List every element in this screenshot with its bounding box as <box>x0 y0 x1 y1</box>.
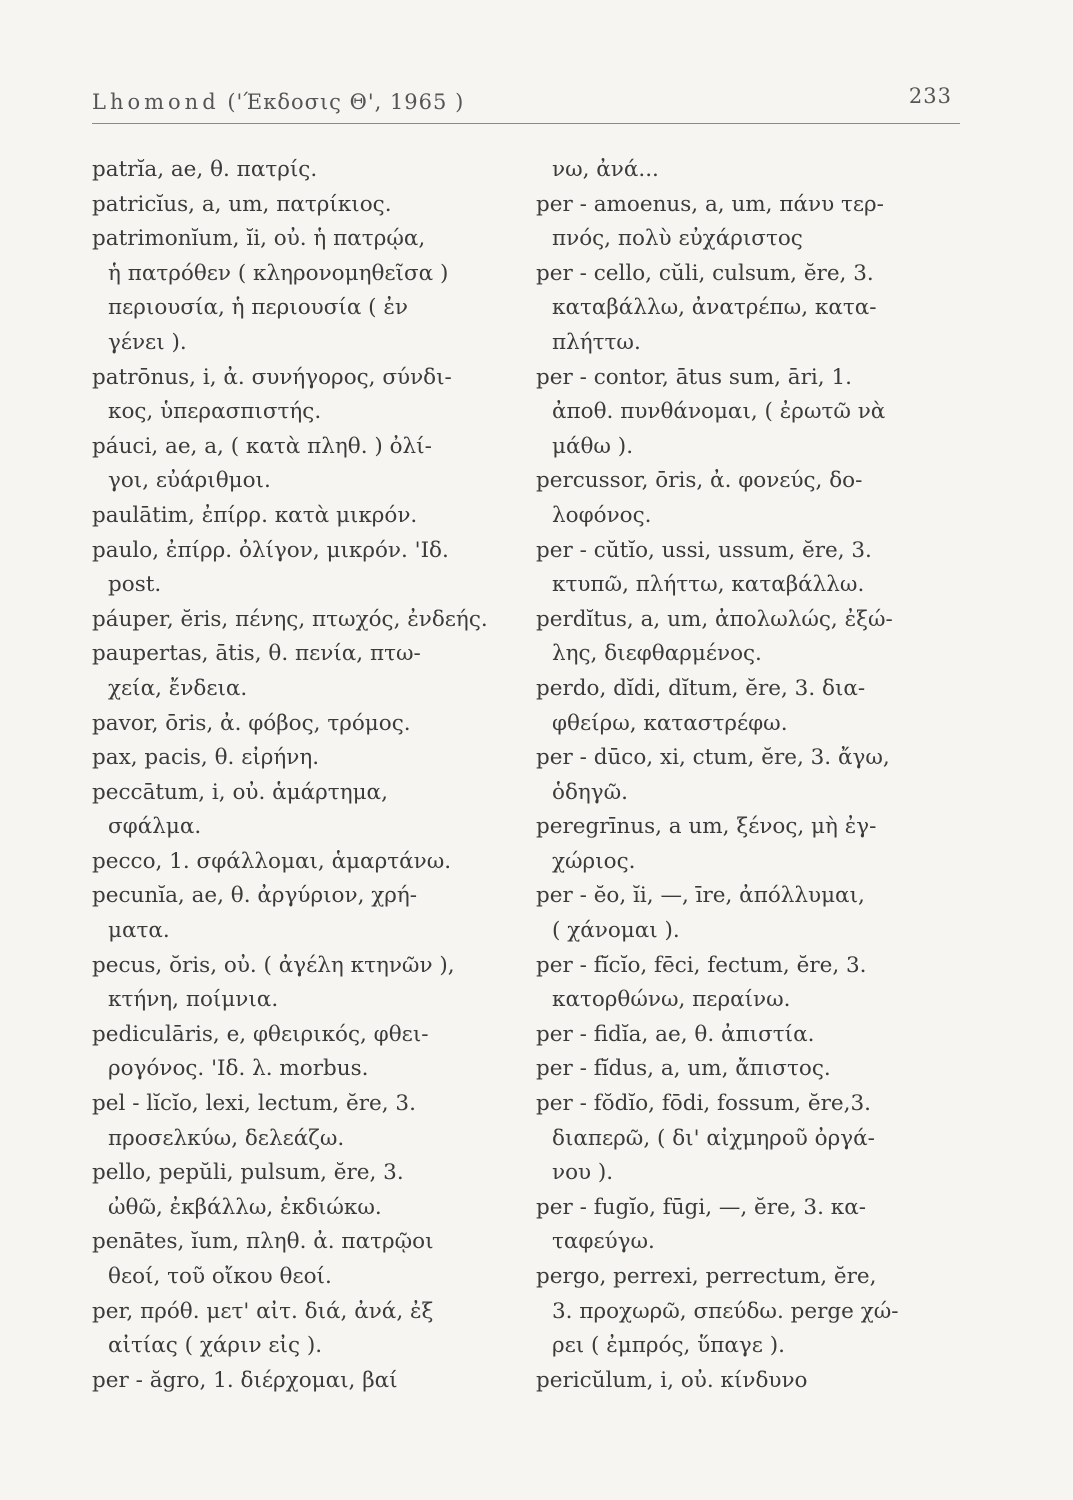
entry-line: per - fidĭa, ae, θ. ἀπιστία. <box>536 1021 815 1047</box>
entry-line: per - fĭcĭo, fēci, fectum, ĕre, 3. <box>536 952 867 978</box>
entry-line: 3. προχωρῶ, σπεύδω. perge χώ- <box>552 1298 899 1324</box>
entry-line: ρει ( ἐμπρός, ὕπαγε ). <box>552 1333 785 1359</box>
entry-line: pediculāris, e, φθειρικός, φθει- <box>92 1021 429 1047</box>
entry-line: per - amoenus, a, um, πάνυ τερ- <box>536 191 884 217</box>
entry-line: χώριος. <box>552 848 636 874</box>
entry-line: ἡ πατρόθεν ( κληρονομηθεῖσα ) <box>108 260 449 286</box>
left-column <box>92 153 510 1398</box>
entry-line: patrimonĭum, ĭi, οὐ. ἡ πατρῴα, <box>92 226 426 252</box>
entry-line: νου ). <box>552 1160 614 1186</box>
entry-line: paulo, ἐπίρρ. ὀλίγον, μικρόν. 'Ιδ. <box>92 537 449 563</box>
entry-line: páuper, ĕris, πένης, πτωχός, ἐνδεής. <box>92 606 488 632</box>
entry-line: patrĭa, ae, θ. πατρίς. <box>92 157 318 182</box>
entry-line: post. <box>108 572 162 598</box>
running-head <box>92 90 464 114</box>
header-rule <box>92 123 960 124</box>
entry-line: pericŭlum, i, οὐ. κίνδυνο <box>536 1367 808 1393</box>
entry-line: pecco, 1. σφάλλομαι, ἁμαρτάνω. <box>92 848 452 874</box>
entry-line: κτυπῶ, πλήττω, καταβάλλω. <box>552 572 865 598</box>
entry-line: γοι, εὐάριθμοι. <box>108 468 271 494</box>
entry-line: perdo, dĭdi, dĭtum, ĕre, 3. δια- <box>536 675 866 701</box>
entry-line: patrōnus, i, ἀ. συνήγορος, σύνδι- <box>92 364 452 390</box>
entry-line: σφάλμα. <box>108 814 202 840</box>
entry-line: per - contor, ātus sum, āri, 1. <box>536 364 852 390</box>
entry-line: patricĭus, a, um, πατρίκιος. <box>92 191 392 217</box>
entry-line: χεία, ἔνδεια. <box>108 675 248 701</box>
entry-line: pello, pepŭli, pulsum, ĕre, 3. <box>92 1160 404 1186</box>
entry-line: pergo, perrexi, perrectum, ĕre, <box>536 1264 877 1289</box>
entry-line: penātes, ĭum, πληθ. ἀ. πατρῷοι <box>92 1229 434 1255</box>
entry-line: διαπερῶ, ( δι' αἰχμηροῦ ὀργά- <box>552 1125 875 1151</box>
entry-line: μάθω ). <box>552 433 634 459</box>
entry-line: pecus, ŏris, οὐ. ( ἀγέλη κτηνῶν ), <box>92 952 455 978</box>
entry-line: λοφόνος. <box>552 502 652 528</box>
entry-line: πλήττω. <box>552 329 641 355</box>
entry-line: κατορθώνω, περαίνω. <box>552 987 791 1013</box>
entry-line: περιουσία, ἡ περιουσία ( ἐν <box>108 295 409 321</box>
entry-line: pax, pacis, θ. εἰρήνη. <box>92 745 320 771</box>
entry-line: κτήνη, ποίμνια. <box>108 987 279 1013</box>
entry-line: φθείρω, καταστρέφω. <box>552 710 788 736</box>
entry-line: percussor, ōris, ἀ. φονεύς, δο- <box>536 468 863 494</box>
entry-line: páuci, ae, a, ( κατὰ πληθ. ) ὀλί- <box>92 433 432 459</box>
entry-line: ταφεύγω. <box>552 1229 655 1255</box>
entry-line: ἀποθ. πυνθάνομαι, ( ἐρωτῶ νὰ <box>552 399 886 425</box>
entry-line: pel - lĭcĭo, lexi, lectum, ĕre, 3. <box>92 1091 416 1117</box>
entry-line: perdĭtus, a, um, ἀπολωλώς, ἐξώ- <box>536 606 893 632</box>
entry-line: per - ăgro, 1. διέρχομαι, βαί <box>92 1367 398 1393</box>
entry-line: θεοί, τοῦ οἴκου θεοί. <box>108 1264 332 1289</box>
entry-line: paupertas, ātis, θ. πενία, πτω- <box>92 641 421 667</box>
entry-line: per - ĕo, ĭi, —, īre, ἀπόλλυμαι, <box>536 883 865 909</box>
page-header <box>92 84 960 120</box>
edition-info: ('Έκδοσις Θ', 1965 ) <box>227 90 465 114</box>
entry-line: καταβάλλω, ἀνατρέπω, κατα- <box>552 295 877 321</box>
entry-line: νω, ἀνά... <box>552 157 659 182</box>
entry-line: pecunĭa, ae, θ. ἀργύριον, χρή- <box>92 883 418 909</box>
page-number: 233 <box>908 84 952 108</box>
entry-line: per - fĭdus, a, um, ἄπιστος. <box>536 1056 831 1082</box>
entry-line: ὠθῶ, ἐκβάλλω, ἐκδιώκω. <box>108 1194 382 1220</box>
entry-line: per - fugĭo, fūgi, —, ĕre, 3. κα- <box>536 1194 866 1220</box>
entry-line: peregrīnus, a um, ξένος, μὴ ἐγ- <box>536 814 877 840</box>
entry-line: pavor, ōris, ἀ. φόβος, τρόμος. <box>92 710 411 736</box>
entry-line: πνός, πολὺ εὐχάριστος <box>552 226 803 252</box>
entry-line: ρογόνος. 'Ιδ. λ. morbus. <box>108 1056 369 1082</box>
entry-line: λης, διεφθαρμένος. <box>552 641 762 667</box>
entry-line: προσελκύω, δελεάζω. <box>108 1125 345 1151</box>
right-column <box>536 153 968 1398</box>
entry-line: peccātum, i, οὐ. ἁμάρτημα, <box>92 779 388 805</box>
entry-line: per - fŏdĭo, fōdi, fossum, ĕre,3. <box>536 1091 872 1117</box>
entry-line: per, πρόθ. μετ' αἰτ. διά, ἀνά, ἐξ <box>92 1298 434 1324</box>
entry-line: αἰτίας ( χάριν εἰς ). <box>108 1333 323 1359</box>
entry-line: per - dūco, xi, ctum, ĕre, 3. ἄγω, <box>536 745 890 771</box>
entry-line: ( χάνομαι ). <box>552 918 680 944</box>
entry-line: paulātim, ἐπίρρ. κατὰ μικρόν. <box>92 502 418 528</box>
entry-line: ματα. <box>108 918 170 944</box>
entry-line: per - cello, cŭli, culsum, ĕre, 3. <box>536 260 874 286</box>
entry-line: ὁδηγῶ. <box>552 779 628 805</box>
entry-line: κος, ὑπερασπιστής. <box>108 399 322 425</box>
entry-line: per - cŭtĭo, ussi, ussum, ĕre, 3. <box>536 537 872 563</box>
entry-line: γένει ). <box>108 329 187 355</box>
book-title: Lhomond <box>92 90 220 114</box>
